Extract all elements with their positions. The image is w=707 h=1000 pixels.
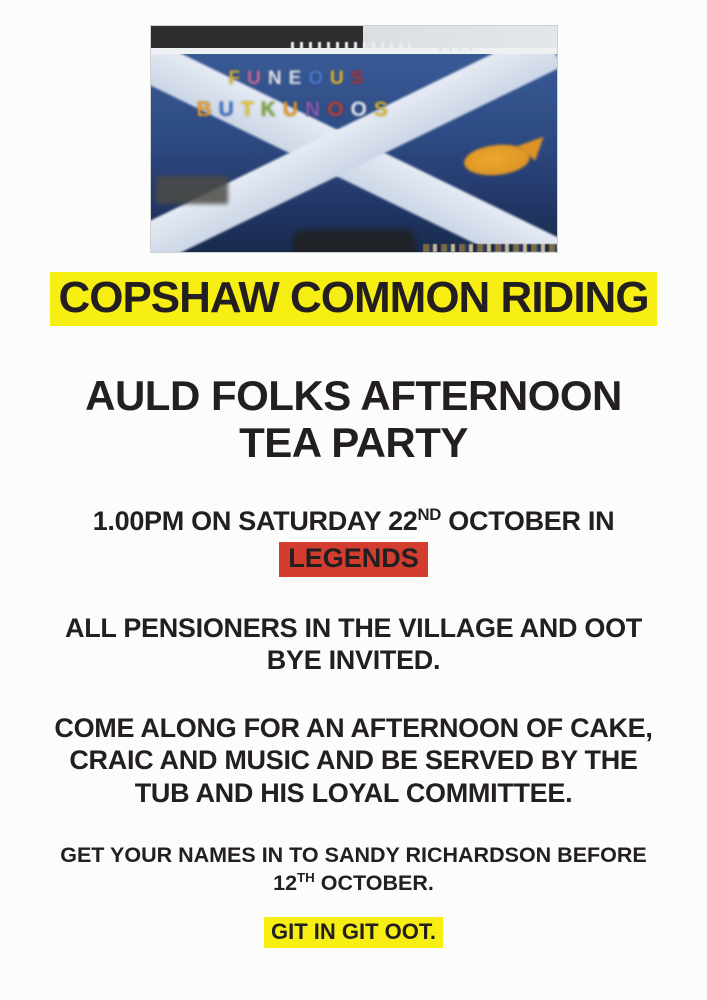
magnet-letter: U xyxy=(330,68,344,89)
bunting-ticks-right xyxy=(439,44,473,51)
title-row xyxy=(0,272,707,326)
heading-line-1: AULD FOLKS AFTERNOON xyxy=(85,372,622,419)
magnet-letter: K xyxy=(260,98,276,121)
rsvp-line-2 xyxy=(0,870,707,898)
invitation-line-2: BYE INVITED. xyxy=(266,645,441,676)
rsvp-date-ordinal: TH xyxy=(297,869,315,885)
magnet-letter: O xyxy=(327,98,344,121)
date-text-post: OCTOBER IN xyxy=(441,506,615,537)
magnet-letter: S xyxy=(350,68,364,89)
magnet-letter: U xyxy=(282,98,299,121)
saltire-flag xyxy=(151,54,557,252)
details-paragraph xyxy=(0,712,707,808)
event-photo xyxy=(150,25,558,253)
event-title: COPSHAW COMMON RIDING xyxy=(50,272,656,326)
photo-dark-blob xyxy=(293,230,415,252)
magnet-letter: O xyxy=(350,98,367,121)
footer-row xyxy=(0,917,707,948)
magnet-letter: B xyxy=(196,98,212,121)
rsvp-date-pre: 12 xyxy=(273,870,298,895)
magnet-letter: E xyxy=(288,68,302,89)
magnet-letter: S xyxy=(373,98,388,121)
details-line-1: COME ALONG FOR AN AFTERNOON OF CAKE, xyxy=(54,713,653,744)
venue-row xyxy=(0,542,707,577)
details-line-2: CRAIC AND MUSIC AND BE SERVED BY THE xyxy=(69,745,638,776)
rsvp-date-post: OCTOBER. xyxy=(314,870,434,895)
invitation-paragraph xyxy=(0,612,707,676)
bunting-ticks xyxy=(291,42,416,50)
magnet-letter: O xyxy=(308,68,324,89)
date-time-line xyxy=(0,506,707,537)
footer-slogan: GIT IN GIT OOT. xyxy=(264,917,443,948)
photo-dark-rectangle xyxy=(156,176,228,204)
event-heading xyxy=(0,372,707,466)
magnet-letters-row1 xyxy=(229,68,364,90)
magnet-letter: N xyxy=(305,98,321,121)
magnet-letter: T xyxy=(240,98,254,121)
date-ordinal: ND xyxy=(417,505,442,525)
details-line-3: TUB AND HIS LOYAL COMMITTEE. xyxy=(134,777,573,808)
rsvp-paragraph xyxy=(0,842,707,898)
rsvp-line-1: GET YOUR NAMES IN TO SANDY RICHARDSON BEFORE xyxy=(60,842,647,867)
magnet-letters-row2 xyxy=(197,98,388,122)
date-text-pre: 1.00PM ON SATURDAY 22 xyxy=(92,506,418,537)
magnet-letter: U xyxy=(247,68,261,89)
magnet-letter: U xyxy=(218,98,234,121)
magnet-letter: F xyxy=(228,68,241,89)
invitation-line-1: ALL PENSIONERS IN THE VILLAGE AND OOT xyxy=(65,613,642,644)
photo-bottom-strip xyxy=(423,244,557,252)
heading-line-2: TEA PARTY xyxy=(239,419,468,467)
venue-name: LEGENDS xyxy=(279,542,428,577)
magnet-letter: N xyxy=(267,68,282,89)
